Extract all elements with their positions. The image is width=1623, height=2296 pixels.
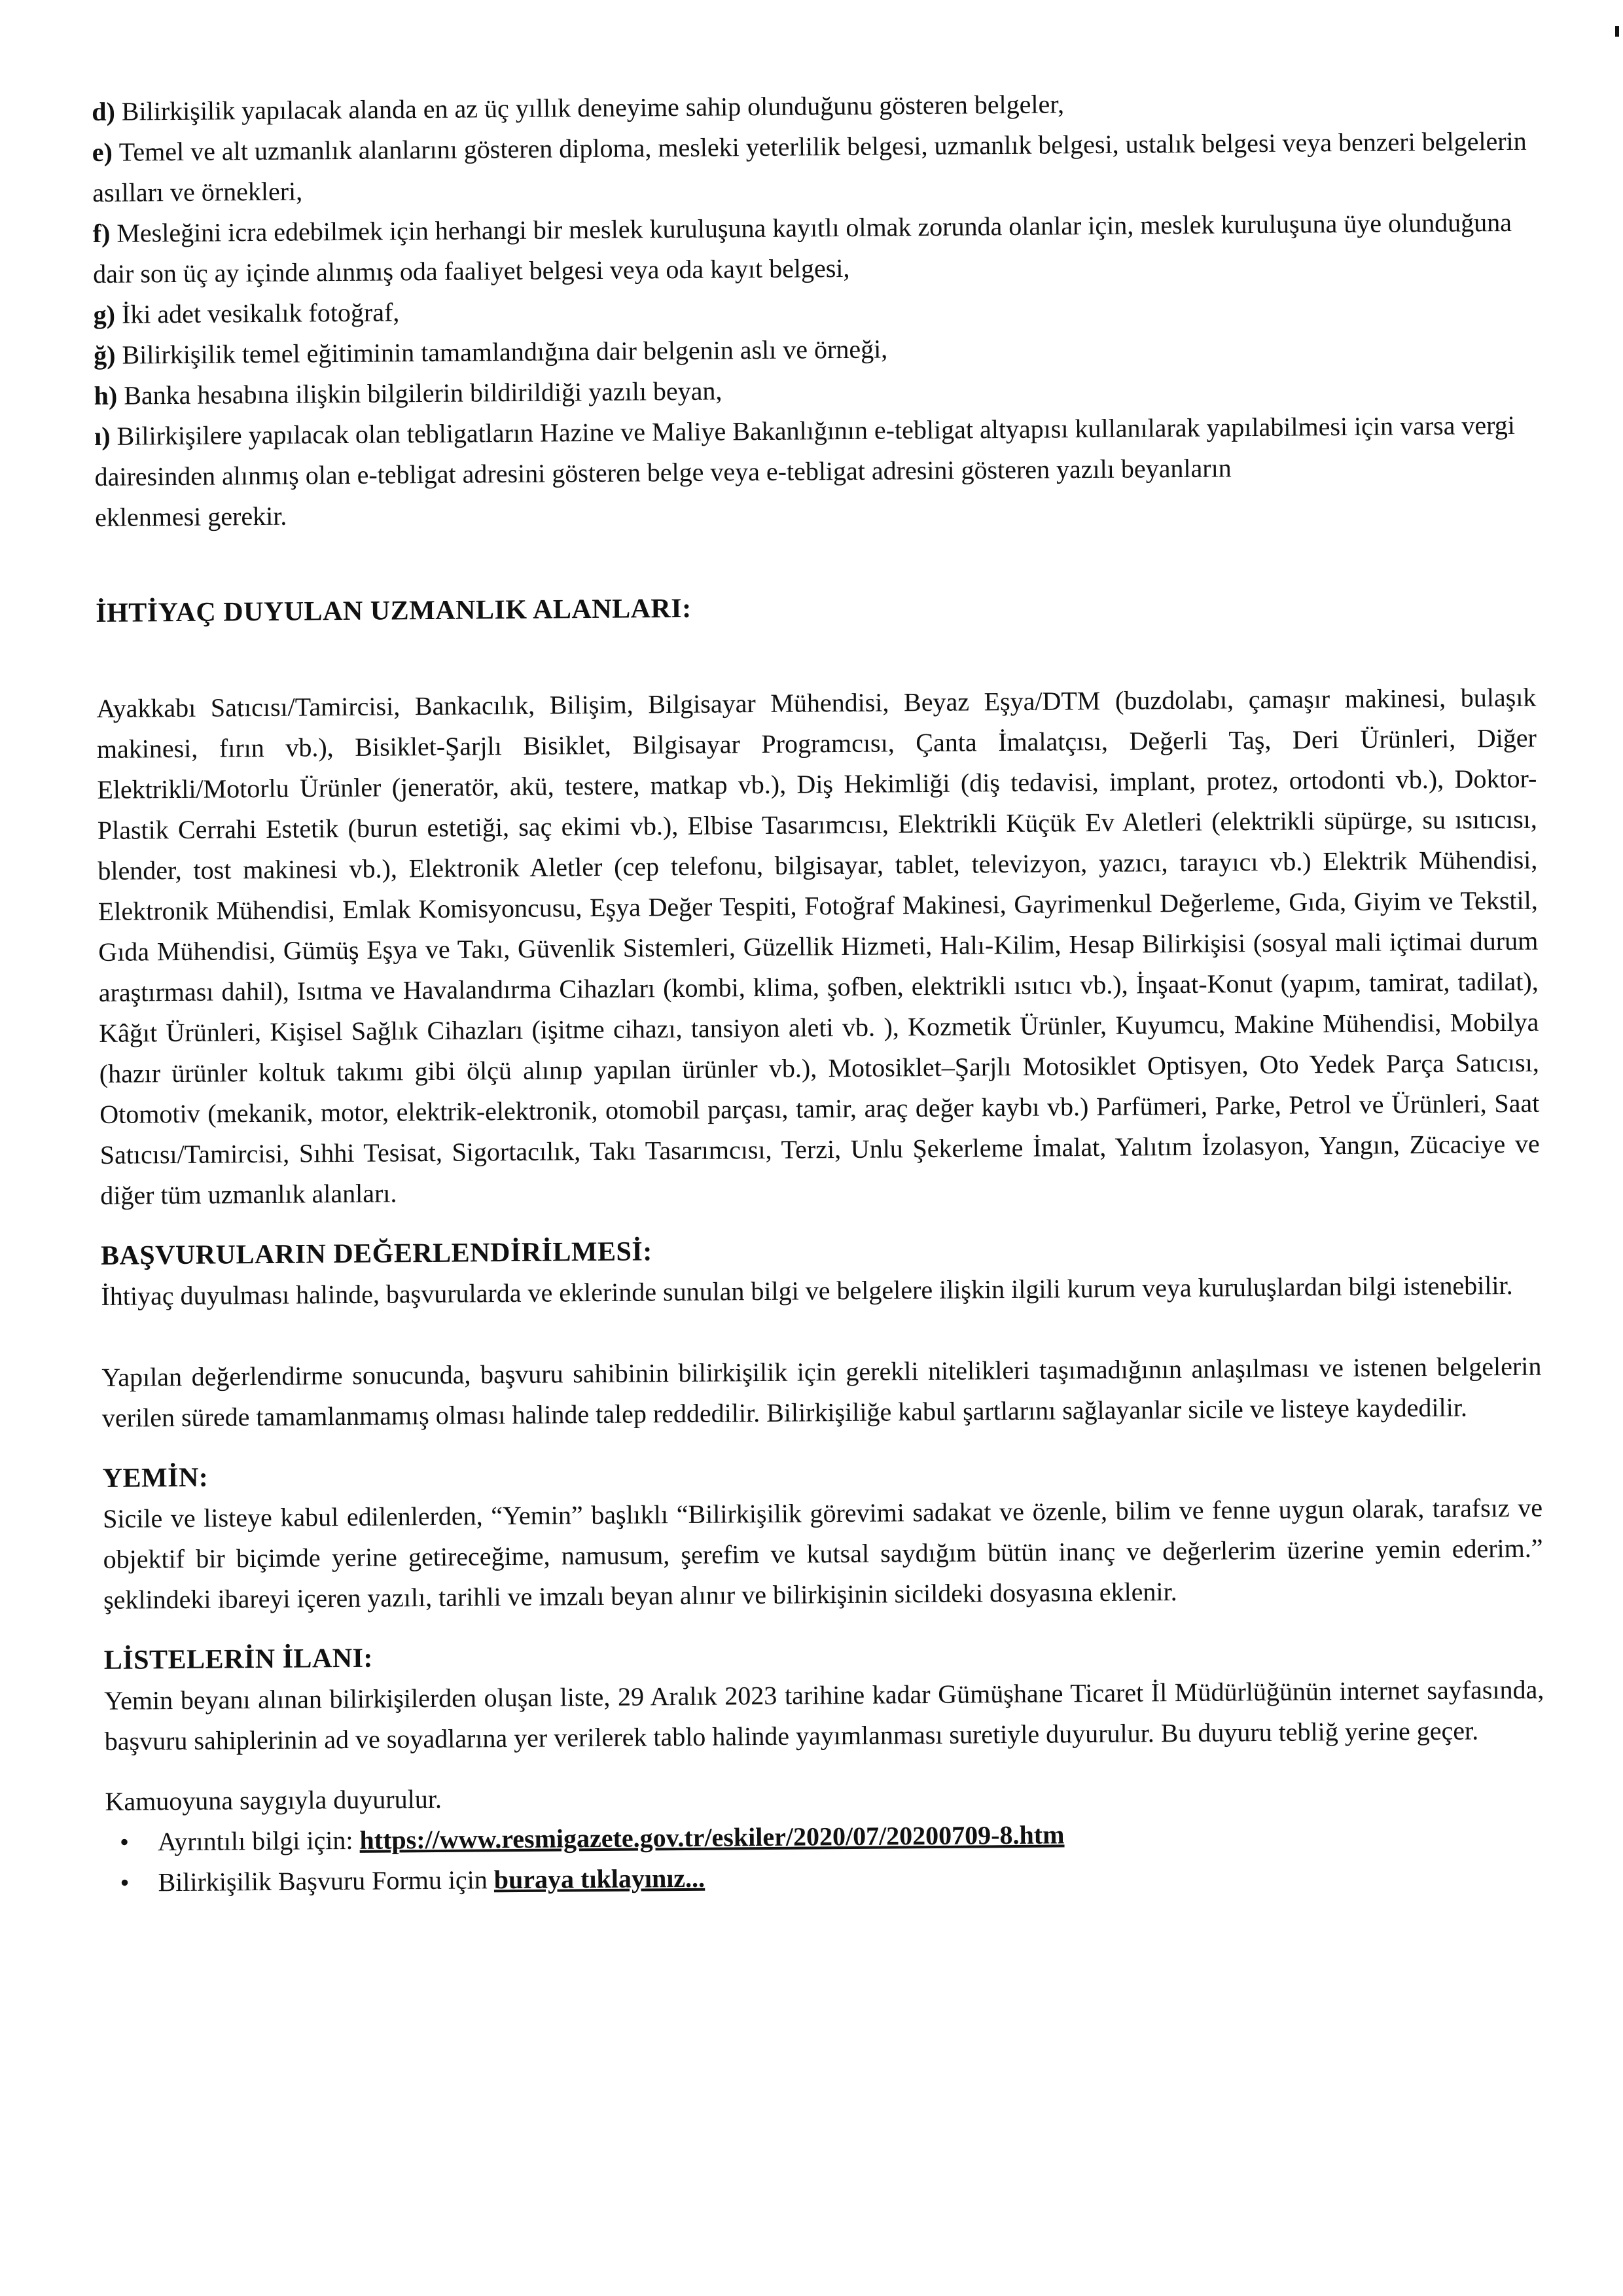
list-item: h) Banka hesabına ilişkin bilgilerin bildirildiği yazılı beyan, <box>94 376 722 410</box>
oath-body: Sicile ve listeye kabul edilenlerden, “Yemin” başlıklı “Bilirkişilik görevimi sadakat ve özenle, bilim ve fenne uygun olarak, tarafsız ve objektif bir biçimde yerine getireceğime, namusum, şerefim ve kutsal saydığım bütün inanç ve değerlerim üzerine yemin ederim.” şeklindeki ibareyi içeren yazılı, tarihli ve imzalı beyan alınır ve bilirkişinin sicildeki dosyasına eklenir. <box>102 1492 1543 1615</box>
closing-block <box>105 1770 1545 1903</box>
expertise-body: Ayakkabı Satıcısı/Tamircisi, Bankacılık, Bilişim, Bilgisayar Mühendisi, Beyaz Eşya/DTM (buzdolabı, çamaşır makinesi, bulaşık makinesi, fırın vb.), Bisiklet-Şarjlı Bisiklet, Bilgisayar Programcısı, Çanta İmalatçısı, Değerli Taş, Deri Ürünleri, Diğer Elektrikli/Motorlu Ürünler (jeneratör, akü, testere, matkap vb.), Diş Hekimliği (diş tedavisi, implant, protez, ortodonti vb.), Doktor-Plastik Cerrahi Estetik (burun estetiği, saç ekimi vb.), Elbise Tasarımcısı, Elektrikli Küçük Ev Aletleri (elektrikli süpürge, su ısıtıcısı, blender, tost makinesi vb.), Elektronik Aletler (cep telefonu, bilgisayar, tablet, televizyon, yazıcı, tarayıcı vb.) Elektrik Mühendisi, Elektronik Mühendisi, Emlak Komisyoncusu, Eşya Değer Tespiti, Fotoğraf Makinesi, Gayrimenkul Değerleme, Gıda, Giyim ve Tekstil, Gıda Mühendisi, Gümüş Eşya ve Takı, Güvenlik Sistemleri, Güzellik Hizmeti, Halı-Kilim, Hesap Bilirkişisi (sosyal mali içtimai durum araştırması dahil), Isıtma ve Havalandırma Cihazları (kombi, klima, şofben, elektrikli ısıtıcı vb.), İnşaat-Konut (yapım, tamirat, tadilat), Kâğıt Ürünleri, Kişisel Sağlık Cihazları (işitme cihazı, tansiyon aleti vb. ), Kozmetik Ürünler, Kuyumcu, Makine Mühendisi, Mobilya (hazır ürünler koltuk takımı gibi ölçü alınıp yapılan ürünler vb.), Motosiklet–Şarjlı Motosiklet Optisyen, Oto Yedek Parça Satıcısı, Otomotiv (mekanik, motor, elektrik-elektronik, otomobil parçası, tamir, araç değer kaybı vb.) Parfümeri, Parke, Petrol ve Ürünleri, Saat Satıcısı/Tamircisi, Sıhhi Tesisat, Sigortacılık, Takı Tasarımcısı, Terzi, Unlu Şekerleme İmalat, Yalıtım İzolasyon, Yangın, Zücaciye ve diğer tüm uzmanlık alanları. <box>96 682 1540 1210</box>
list-item: f) Mesleğini icra edebilmek için herhangi bir meslek kuruluşuna kayıtlı olmak zorunda olanlar için, meslek kuruluşuna üye olunduğuna dair son üç ay içinde alınmış oda faaliyet belgesi veya oda kayıt belgesi, <box>92 207 1512 289</box>
section-heading: YEMİN: <box>102 1462 209 1494</box>
document-content <box>92 81 1546 1903</box>
closing-text: Kamuoyuna saygıyla duyurulur. <box>105 1784 442 1816</box>
list-item: ğ) Bilirkişilik temel eğitiminin tamamlandığına dair belgenin aslı ve örneği, <box>93 334 888 370</box>
application-form-link[interactable]: buraya tıklayınız... <box>493 1863 705 1895</box>
bullet-label: Bilirkişilik Başvuru Formu için <box>158 1865 494 1897</box>
lists-body: Yemin beyanı alınan bilirkişilerden oluşan liste, 29 Aralık 2023 tarihine kadar Gümüşhane Ticaret İl Müdürlüğünün internet sayfasında, başvuru sahiplerinin ad ve soyadlarına yer verilerek tablo halinde yayımlanması suretiyle duyurulur. Bu duyuru tebliğ yerine geçer. <box>104 1674 1544 1756</box>
evaluation-paragraph: Yapılan değerlendirme sonucunda, başvuru sahibinin bilirkişilik için gerekli nitelikleri taşımadığının anlaşılması ve istenen belgelerin verilen sürede tamamlanmamış olması halinde talep reddedilir. Bilirkişiliğe kabul şartlarını sağlayanlar sicile ve listeye kaydedilir. <box>101 1351 1542 1433</box>
section-evaluation <box>101 1225 1542 1439</box>
section-heading: BAŞVURULARIN DEĞERLENDİRİLMESİ: <box>100 1236 652 1271</box>
section-heading: LİSTELERİN İLANI: <box>103 1643 374 1676</box>
section-heading: İHTİYAÇ DUYULAN UZMANLIK ALANLARI: <box>96 593 692 628</box>
evaluation-paragraph: İhtiyaç duyulması halinde, başvurularda ve eklerinde sunulan bilgi ve belgelere ilişkin ilgili kurum veya kuruluşlardan bilgi istenebilir. <box>101 1270 1513 1311</box>
section-expertise <box>96 582 1540 1216</box>
resmigazete-link[interactable]: https://www.resmigazete.gov.tr/eskiler/2020/07/20200709-8.htm <box>359 1820 1065 1855</box>
list-item: g) İki adet vesikalık fotoğraf, <box>93 297 400 329</box>
list-item: ı) Bilirkişilere yapılacak olan tebligatların Hazine ve Maliye Bakanlığının e-tebligat altyapısı kullanılarak yapılabilmesi için varsa vergi dairesinden alınmış olan e-tebligat adresini gösteren belge veya e-tebligat adresini gösteren yazılı beyanların <box>94 410 1516 492</box>
bullet-label: Ayrıntılı bilgi için: <box>157 1825 360 1857</box>
requirements-list <box>92 81 1535 538</box>
list-item: d) Bilirkişilik yapılacak alanda en az üç yıllık deneyime sahip olunduğunu gösteren belgeler, <box>92 89 1065 126</box>
link-list <box>105 1811 1546 1903</box>
requirements-closing: eklenmesi gerekir. <box>94 501 287 532</box>
bullet-icon: • <box>119 1827 130 1857</box>
list-item: e) Temel ve alt uzmanlık alanlarını gösteren diploma, mesleki yeterlilik belgesi, uzmanlık belgesi, ustalık belgesi veya benzeri belgelerin asılları ve örnekleri, <box>92 126 1527 207</box>
section-lists <box>104 1629 1544 1762</box>
bullet-icon: • <box>120 1867 130 1897</box>
edge-mark <box>1615 26 1619 37</box>
section-oath <box>102 1447 1543 1621</box>
